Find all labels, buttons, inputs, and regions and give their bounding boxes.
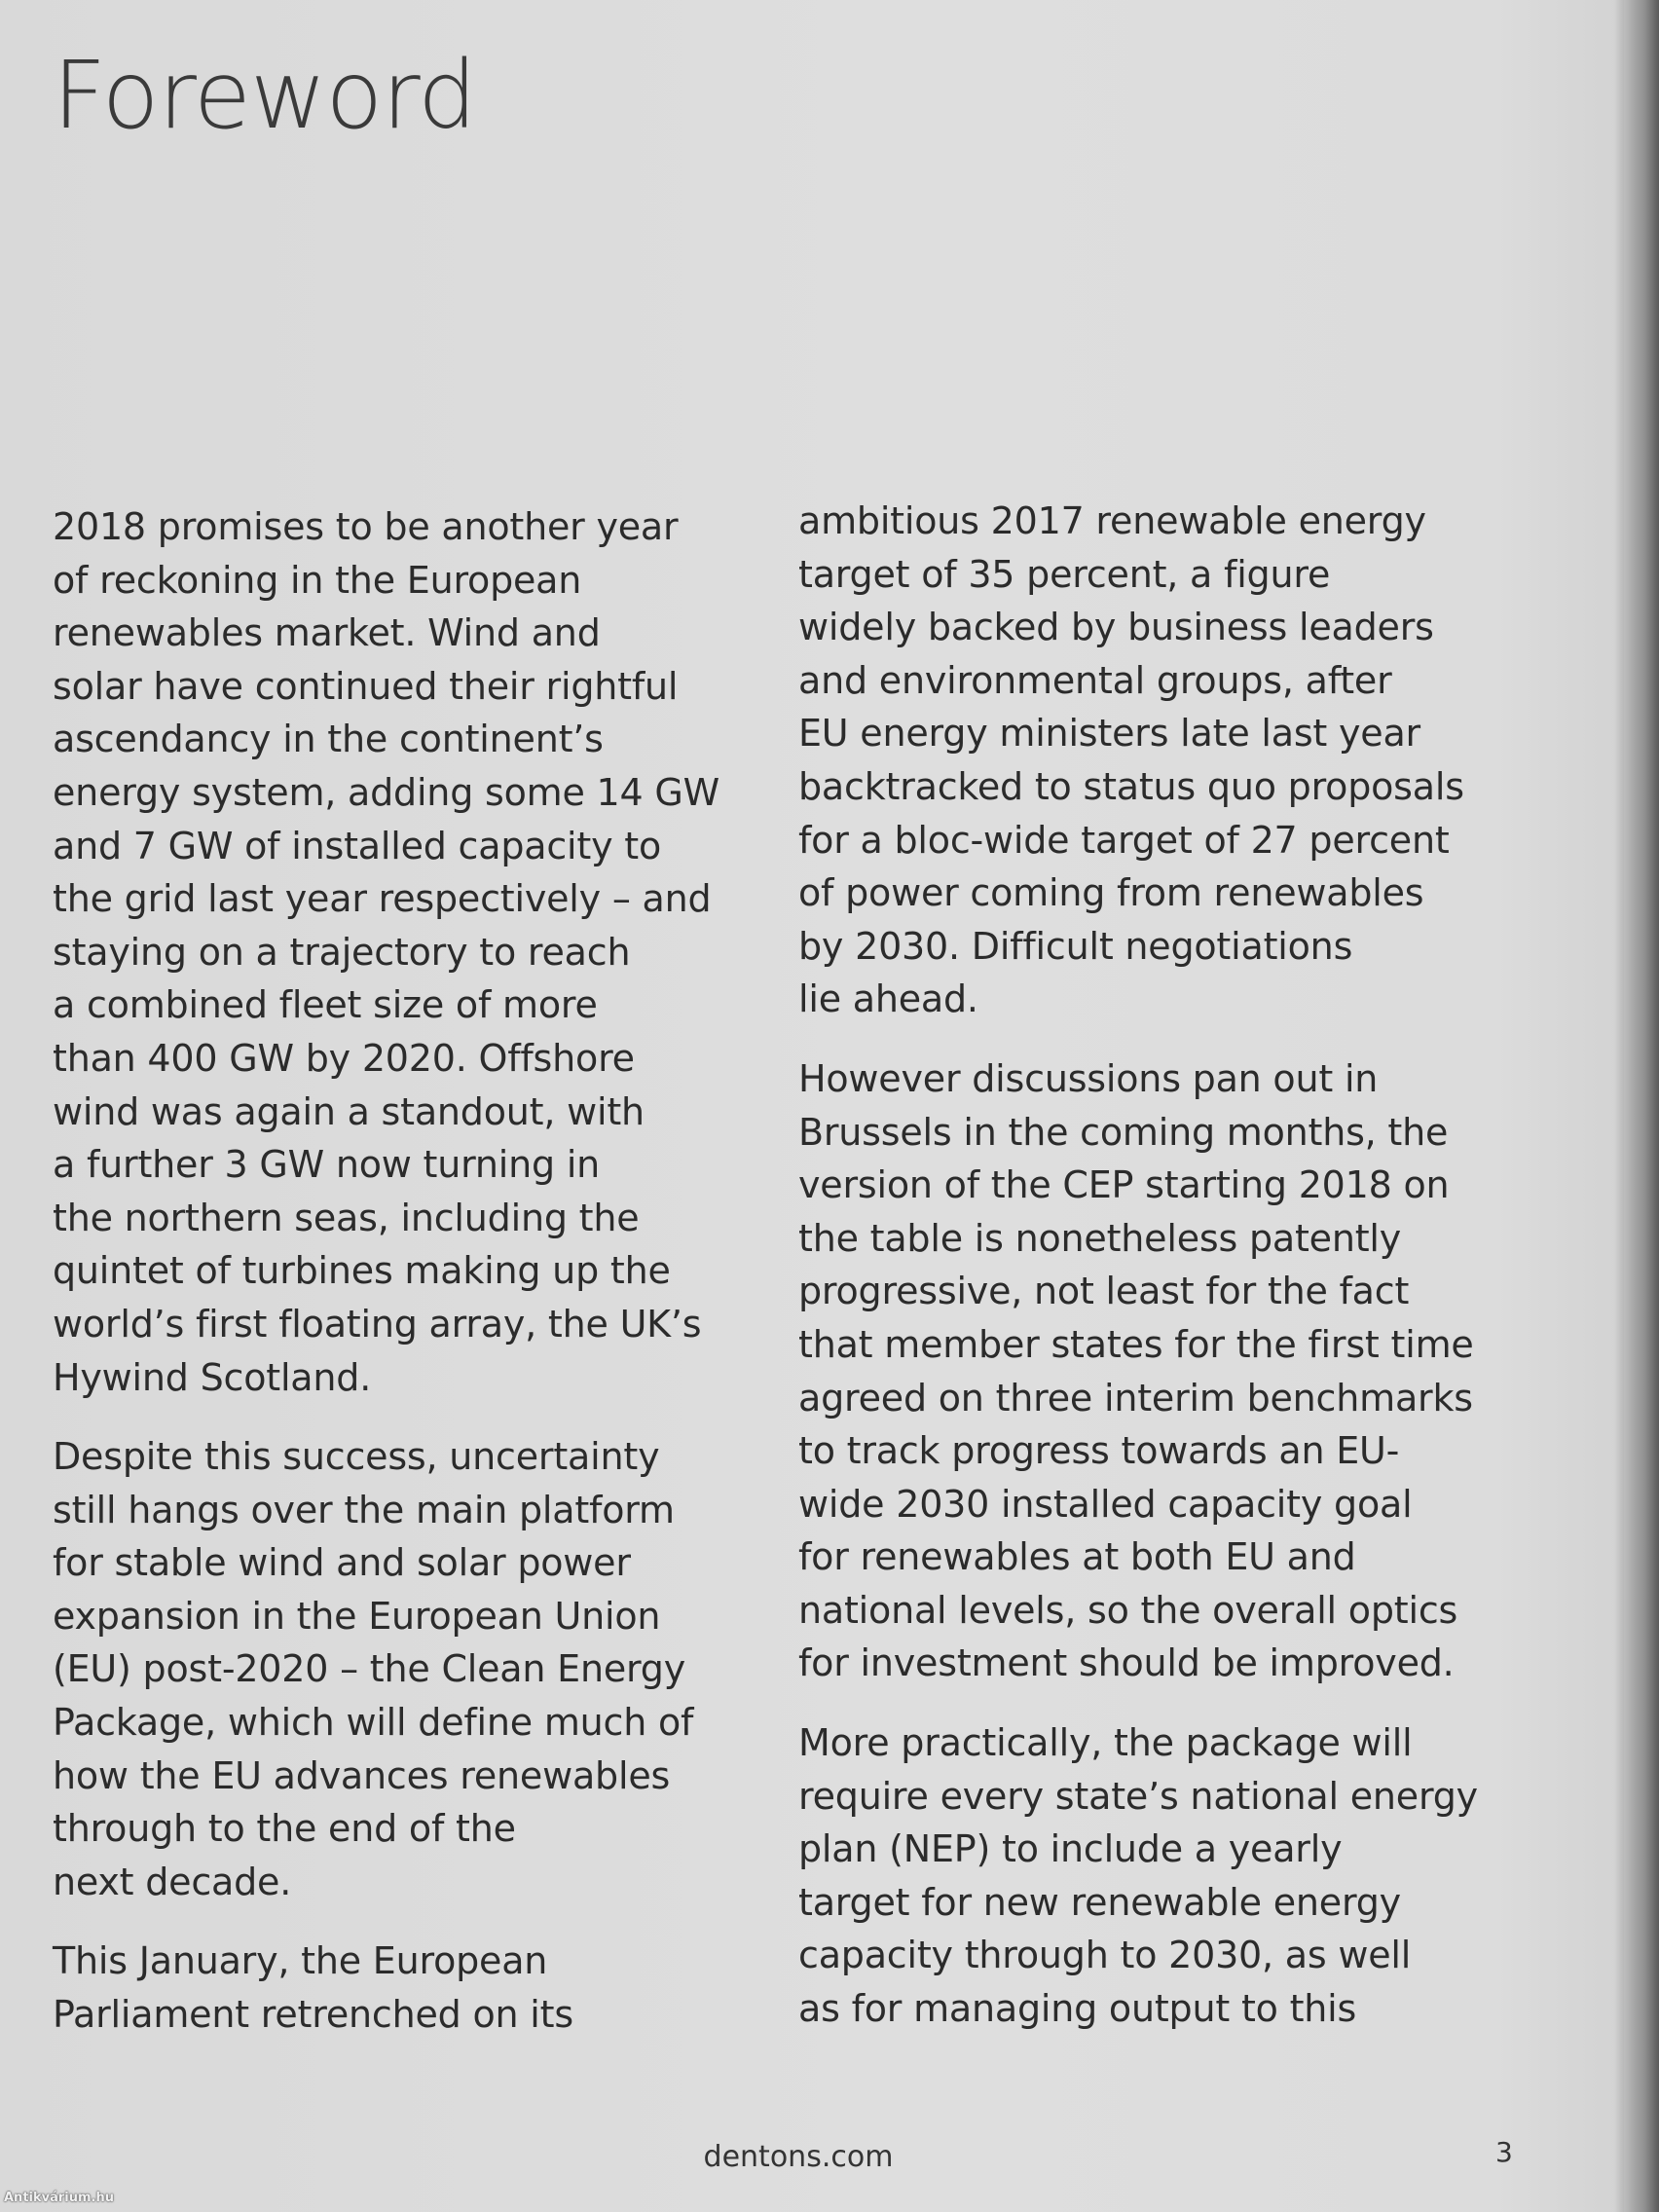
text-line: world’s first floating array, the UK’s — [53, 1302, 702, 1346]
text-line: the table is nonetheless patently — [798, 1216, 1402, 1260]
text-line: wind was again a standout, with — [53, 1089, 645, 1133]
text-line: Parliament retrenched on its — [53, 1993, 573, 2037]
text-line: agreed on three interim benchmarks — [798, 1376, 1473, 1419]
page-edge — [1624, 0, 1659, 2212]
paragraph — [798, 1052, 1519, 1690]
paragraph — [798, 1716, 1519, 2036]
text-line: and environmental groups, after — [798, 658, 1392, 702]
left-column — [53, 500, 754, 2068]
text-line: wide 2030 installed capacity goal — [798, 1482, 1413, 1526]
text-line: for stable wind and solar power — [53, 1541, 631, 1585]
text-line: Despite this success, uncertainty — [53, 1435, 660, 1479]
watermark: Antikvárium.hu — [4, 2191, 114, 2205]
text-line: More practically, the package will — [798, 1721, 1413, 1765]
text-line: than 400 GW by 2020. Offshore — [53, 1036, 635, 1080]
text-line: how the EU advances renewables — [53, 1753, 671, 1797]
text-line: a combined fleet size of more — [53, 983, 598, 1027]
text-line: Hywind Scotland. — [53, 1355, 372, 1399]
text-line: (EU) post-2020 – the Clean Energy — [53, 1647, 685, 1691]
text-line: energy system, adding some 14 GW — [53, 770, 719, 814]
text-line: to track progress towards an EU- — [798, 1429, 1400, 1473]
text-line: capacity through to 2030, as well — [798, 1934, 1412, 1977]
text-line: target for new renewable energy — [798, 1880, 1401, 1924]
page-number: 3 — [1495, 2136, 1513, 2168]
text-line: require every state’s national energy — [798, 1774, 1478, 1818]
text-line: This January, the European — [53, 1939, 548, 1983]
text-line: a further 3 GW now turning in — [53, 1143, 601, 1187]
footer-url: dentons.com — [703, 2140, 894, 2174]
text-line: of power coming from renewables — [798, 871, 1424, 915]
text-line: target of 35 percent, a figure — [798, 552, 1331, 596]
text-line: national levels, so the overall optics — [798, 1588, 1458, 1632]
text-line: backtracked to status quo proposals — [798, 764, 1464, 808]
text-line: through to the end of the — [53, 1807, 516, 1851]
text-line: 2018 promises to be another year — [53, 505, 679, 548]
paragraph — [53, 1935, 754, 2041]
text-line: staying on a trajectory to reach — [53, 930, 631, 974]
page-title: Foreword — [53, 41, 476, 150]
right-column — [798, 495, 1519, 2062]
text-line: and 7 GW of installed capacity to — [53, 824, 662, 867]
text-line: the northern seas, including the — [53, 1196, 640, 1239]
paragraph — [798, 495, 1519, 1026]
text-line: that member states for the first time — [798, 1322, 1474, 1366]
text-line: However discussions pan out in — [798, 1056, 1379, 1100]
text-line: EU energy ministers late last year — [798, 712, 1420, 756]
text-line: next decade. — [53, 1860, 292, 1903]
text-line: widely backed by business leaders — [798, 606, 1434, 649]
text-line: for investment should be improved. — [798, 1641, 1455, 1685]
text-line: renewables market. Wind and — [53, 611, 601, 655]
text-line: progressive, not least for the fact — [798, 1270, 1410, 1313]
paragraph — [53, 500, 754, 1404]
text-line: Package, which will define much of — [53, 1701, 694, 1745]
text-line: still hangs over the main platform — [53, 1488, 675, 1531]
page-edge-shadow — [1614, 0, 1624, 2212]
text-line: Brussels in the coming months, the — [798, 1110, 1449, 1154]
text-line: as for managing output to this — [798, 1987, 1357, 2031]
paragraph — [53, 1430, 754, 1908]
text-line: ascendancy in the continent’s — [53, 718, 604, 761]
text-line: quintet of turbines making up the — [53, 1249, 671, 1293]
text-line: version of the CEP starting 2018 on — [798, 1163, 1450, 1207]
text-line: for a bloc-wide target of 27 percent — [798, 818, 1450, 862]
text-line: solar have continued their rightful — [53, 664, 679, 708]
text-line: lie ahead. — [798, 977, 978, 1021]
text-line: ambitious 2017 renewable energy — [798, 499, 1426, 542]
text-line: plan (NEP) to include a yearly — [798, 1827, 1343, 1871]
text-line: the grid last year respectively – and — [53, 877, 712, 921]
text-line: by 2030. Difficult negotiations — [798, 924, 1353, 968]
text-line: of reckoning in the European — [53, 558, 582, 602]
text-line: expansion in the European Union — [53, 1594, 661, 1638]
text-line: for renewables at both EU and — [798, 1535, 1356, 1579]
